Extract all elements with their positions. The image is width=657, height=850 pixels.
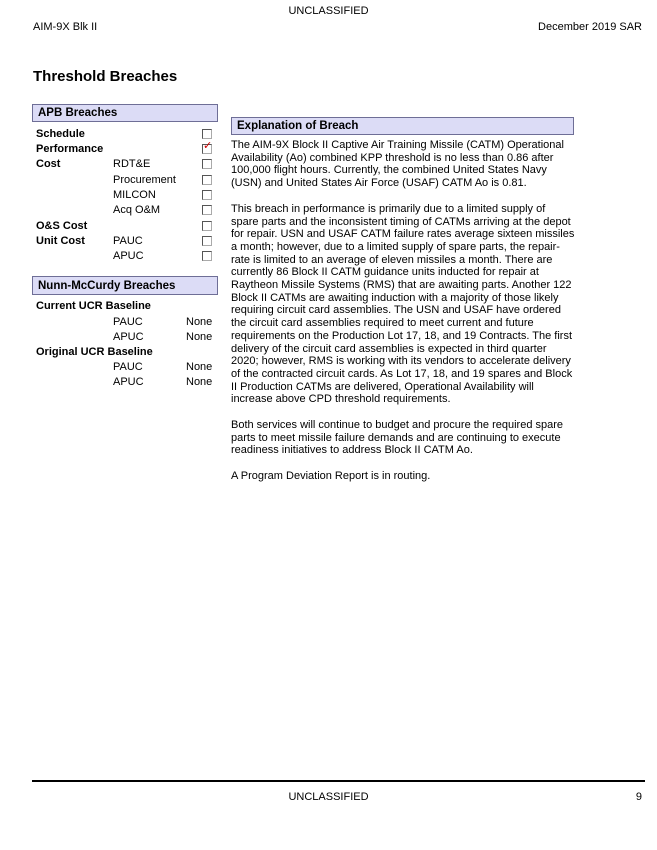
performance-checkbox[interactable]: [202, 140, 213, 154]
apb-row-label-os-cost: O&S Cost: [36, 220, 88, 232]
current-apuc-label: APUC: [113, 331, 144, 343]
schedule-checkbox[interactable]: [202, 129, 212, 139]
rdte-checkbox[interactable]: [202, 159, 212, 169]
footer-divider: [32, 780, 645, 782]
header-report-date: December 2019 SAR: [538, 21, 642, 33]
nunn-mccurdy-heading: Nunn-McCurdy Breaches: [32, 276, 218, 295]
milcon-checkbox[interactable]: [202, 190, 212, 200]
explanation-heading: Explanation of Breach: [231, 117, 574, 135]
apb-row-label-schedule: Schedule: [36, 128, 85, 140]
apb-sub-rdte: RDT&E: [113, 158, 151, 170]
apb-row-label-cost: Cost: [36, 158, 61, 170]
page-title: Threshold Breaches: [33, 68, 178, 85]
explanation-body: [231, 139, 575, 496]
explanation-paragraph: The AIM-9X Block II Captive Air Training Missile (CATM) Operational Availability (Ao) combined KPP threshold is no less than 0.86 after 100,000 flight hours. Currently, the combined United States Navy (USN) and United States Air Force (USAF) CATM Ao is 0.81.: [231, 139, 564, 190]
procurement-checkbox[interactable]: [202, 175, 212, 185]
header-program-name: AIM-9X Blk II: [33, 21, 98, 33]
apb-sub-acq-om: Acq O&M: [113, 204, 161, 216]
current-pauc-value: None: [186, 316, 213, 328]
apb-sub-milcon: MILCON: [113, 189, 156, 201]
pauc-checkbox[interactable]: [202, 236, 212, 246]
apb-sub-apuc: APUC: [113, 250, 144, 262]
original-apuc-label: APUC: [113, 376, 144, 388]
acq-om-checkbox[interactable]: [202, 205, 212, 215]
footer-classification: UNCLASSIFIED: [288, 791, 369, 803]
apb-row-label-unit-cost: Unit Cost: [36, 235, 85, 247]
apuc-checkbox[interactable]: [202, 251, 212, 261]
original-ucr-baseline-label: Original UCR Baseline: [36, 346, 153, 358]
os-cost-checkbox[interactable]: [202, 221, 212, 231]
explanation-paragraph: A Program Deviation Report is in routing.: [231, 470, 431, 483]
page-number: 9: [635, 791, 642, 803]
current-apuc-value: None: [186, 331, 213, 343]
apb-breaches-heading: APB Breaches: [32, 104, 218, 122]
original-pauc-label: PAUC: [113, 361, 143, 373]
original-pauc-value: None: [186, 361, 213, 373]
apb-row-label-performance: Performance: [36, 143, 104, 155]
header-classification: UNCLASSIFIED: [288, 5, 369, 17]
apb-sub-pauc: PAUC: [113, 235, 143, 247]
original-apuc-value: None: [186, 376, 213, 388]
explanation-paragraph: Both services will continue to budget and procure the required spare parts to meet missile failure demands and are continuing to execute readiness initiatives to address Block II CATM Ao.: [231, 419, 564, 457]
current-pauc-label: PAUC: [113, 316, 143, 328]
explanation-paragraph: This breach in performance is primarily due to a limited supply of spare parts and the inconsistent timing of CATMs arriving at the depot for repair. USN and USAF CATM failure rates average sixteen missiles a month; however, due to a limited supply of spare parts, the repair- rate is limited to an average of eleven missiles a month. There are currently 86 Block II CATM guidance units inducted for repair at Raytheon Missile Systems (RMS) that are awaiting parts. Another 122 Block II CATMs are awaiting induction with a majority of those likely requiring circuit card assemblies. The USN and USAF have ordered the circuit card assemblies required to meet current and future requirements on the Production Lot 17, 18, and 19 Contracts. The first delivery of the circuit card assemblies is expected in third quarter 2020; however, RMS is working with its vendors to accelerate delivery of the contracted circuit cards. As Lot 17, 18, and 19 spares and Block II Production CATMs are delivered, Operational Availability will increase above CPD threshold requirements.: [231, 202, 575, 406]
current-ucr-baseline-label: Current UCR Baseline: [36, 300, 151, 312]
check-mark-icon: ✓: [203, 140, 213, 152]
apb-sub-procurement: Procurement: [113, 174, 176, 186]
